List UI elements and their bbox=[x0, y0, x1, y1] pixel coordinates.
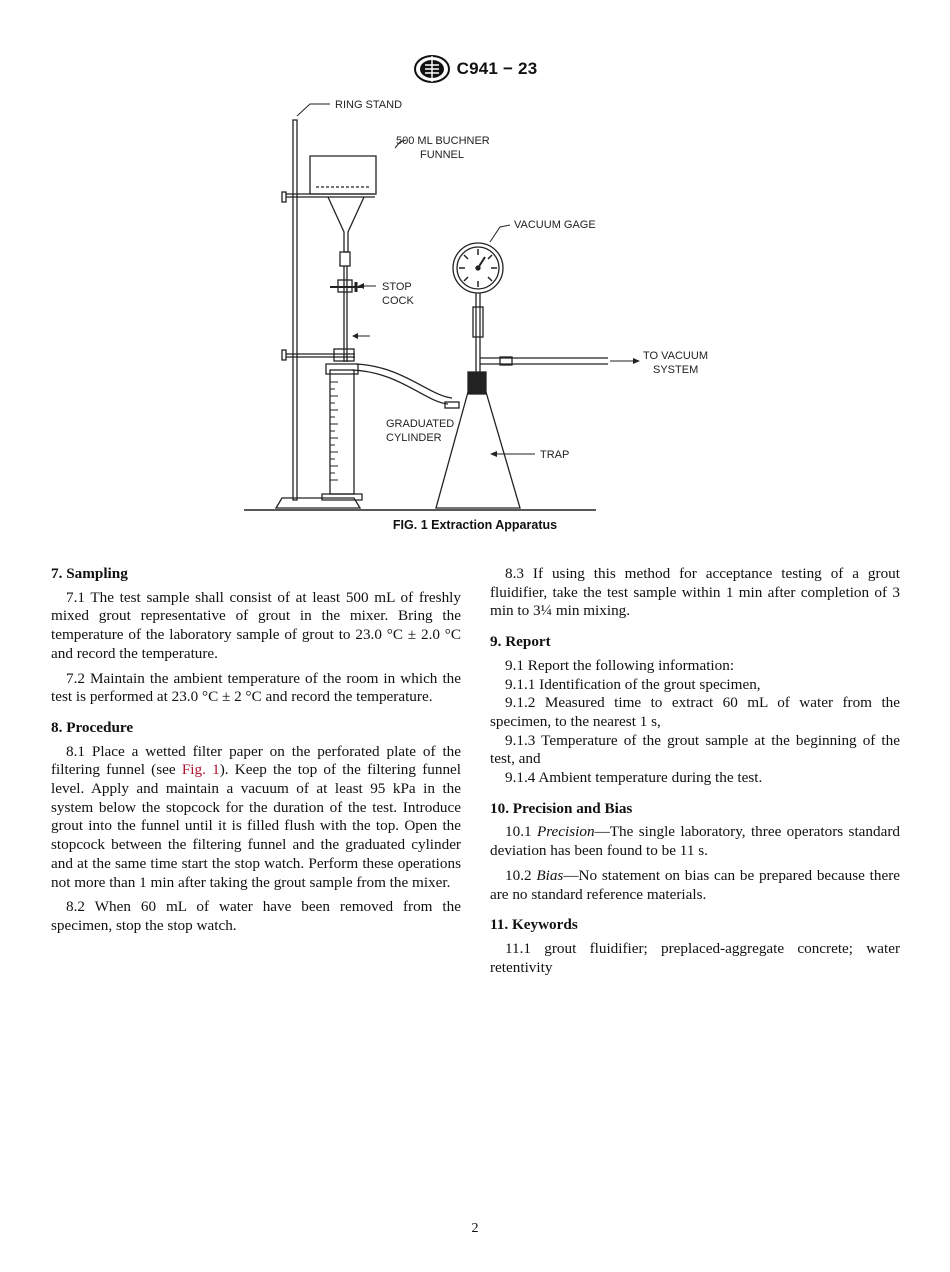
section-heading-precision-bias: 10. Precision and Bias bbox=[490, 799, 633, 817]
label-vacuum-system-1: TO VACUUM bbox=[643, 350, 708, 362]
paragraph-9-1-4: 9.1.4 Ambient temperature during the test. bbox=[505, 769, 763, 787]
figure-caption: FIG. 1 Extraction Apparatus bbox=[392, 518, 558, 532]
paragraph-8-1: 8.1 Place a wetted filter paper on the perforated plate of the filtering funnel (see Fig. 1). Keep the top of the filtering funnel level. Apply and maintain a vacuum of at least 95 kPa in the system below the stopcock for the duration of the test. Introduce grout into the funnel until it is filled flush with the top. Open the stopcock between the filtering funnel and the graduated cylinder and at the same time start the stop watch. Perform these operations not more than 1 min after taking the grout sample from the mixer. bbox=[51, 742, 462, 891]
trap-flask bbox=[436, 392, 520, 508]
paragraph-7-1: 7.1 The test sample shall consist of at least 500 mL of freshly mixed grout representative of grout in the mixer. Bring the temperature of the laboratory sample of grout to 23.0 °C ± 2.0 °C and record the temperature. bbox=[51, 588, 461, 662]
paragraph-9-1-3: 9.1.3 Temperature of the grout sample at the beginning of the test, and bbox=[490, 731, 900, 768]
ring-stand-rod bbox=[293, 120, 297, 500]
paragraph-9-1-2: 9.1.2 Measured time to extract 60 mL of water from the specimen, to the nearest 1 s, bbox=[490, 694, 900, 730]
label-buchner-funnel-2: FUNNEL bbox=[420, 149, 465, 161]
buchner-funnel bbox=[310, 156, 376, 194]
paragraph-9-1-1: 9.1.1 Identification of the grout specimen, bbox=[505, 675, 761, 693]
page-number: 2 bbox=[471, 1221, 479, 1236]
section-heading-keywords: 11. Keywords bbox=[490, 916, 578, 934]
section-heading-sampling: 7. Sampling bbox=[51, 565, 128, 582]
extraction-apparatus-figure bbox=[230, 92, 730, 522]
paragraph-10-1: 10.1 Precision—The single laboratory, three operators standard deviation has been found to be 11 s. bbox=[490, 823, 900, 860]
paragraph-8-2: 8.2 When 60 mL of water have been removed from the specimen, stop the stop watch. bbox=[51, 898, 461, 934]
document-number: C941 − 23 bbox=[456, 59, 538, 78]
paragraph-9-1: 9.1 Report the following information: bbox=[505, 656, 735, 674]
figure-1-link[interactable]: Fig. 1 bbox=[181, 761, 220, 779]
label-vacuum-gage: VACUUM GAGE bbox=[514, 219, 596, 231]
label-graduated-cylinder-2: CYLINDER bbox=[386, 432, 442, 444]
label-stopcock-2: COCK bbox=[382, 295, 414, 307]
paragraph-7-2: 7.2 Maintain the ambient temperature of the room in which the test is performed at 23.0 °C ± 2 °C and record the temperature. bbox=[51, 669, 461, 706]
label-vacuum-system-2: SYSTEM bbox=[653, 364, 699, 376]
left-column bbox=[51, 565, 461, 942]
label-graduated-cylinder-1: GRADUATED bbox=[386, 418, 455, 430]
paragraph-8-3: 8.3 If using this method for acceptance testing of a grout fluidifier, take the test sample within 1 min after completion of 3 min to 3¼ min mixing. bbox=[490, 565, 900, 620]
label-buchner-funnel-1: 500 ML BUCHNER bbox=[396, 135, 490, 147]
paragraph-10-2: 10.2 Bias—No statement on bias can be prepared because there are no standard reference materials. bbox=[490, 866, 901, 903]
right-column bbox=[490, 565, 900, 983]
paragraph-11-1: 11.1 grout fluidifier; preplaced-aggregate concrete; water retentivity bbox=[490, 939, 900, 976]
label-stopcock-1: STOP bbox=[382, 281, 412, 293]
label-ring-stand: RING STAND bbox=[335, 99, 403, 111]
astm-logo-icon bbox=[413, 54, 451, 84]
page-header bbox=[0, 54, 950, 84]
label-trap: TRAP bbox=[540, 449, 570, 461]
section-heading-procedure: 8. Procedure bbox=[51, 718, 134, 736]
section-heading-report: 9. Report bbox=[490, 633, 551, 651]
